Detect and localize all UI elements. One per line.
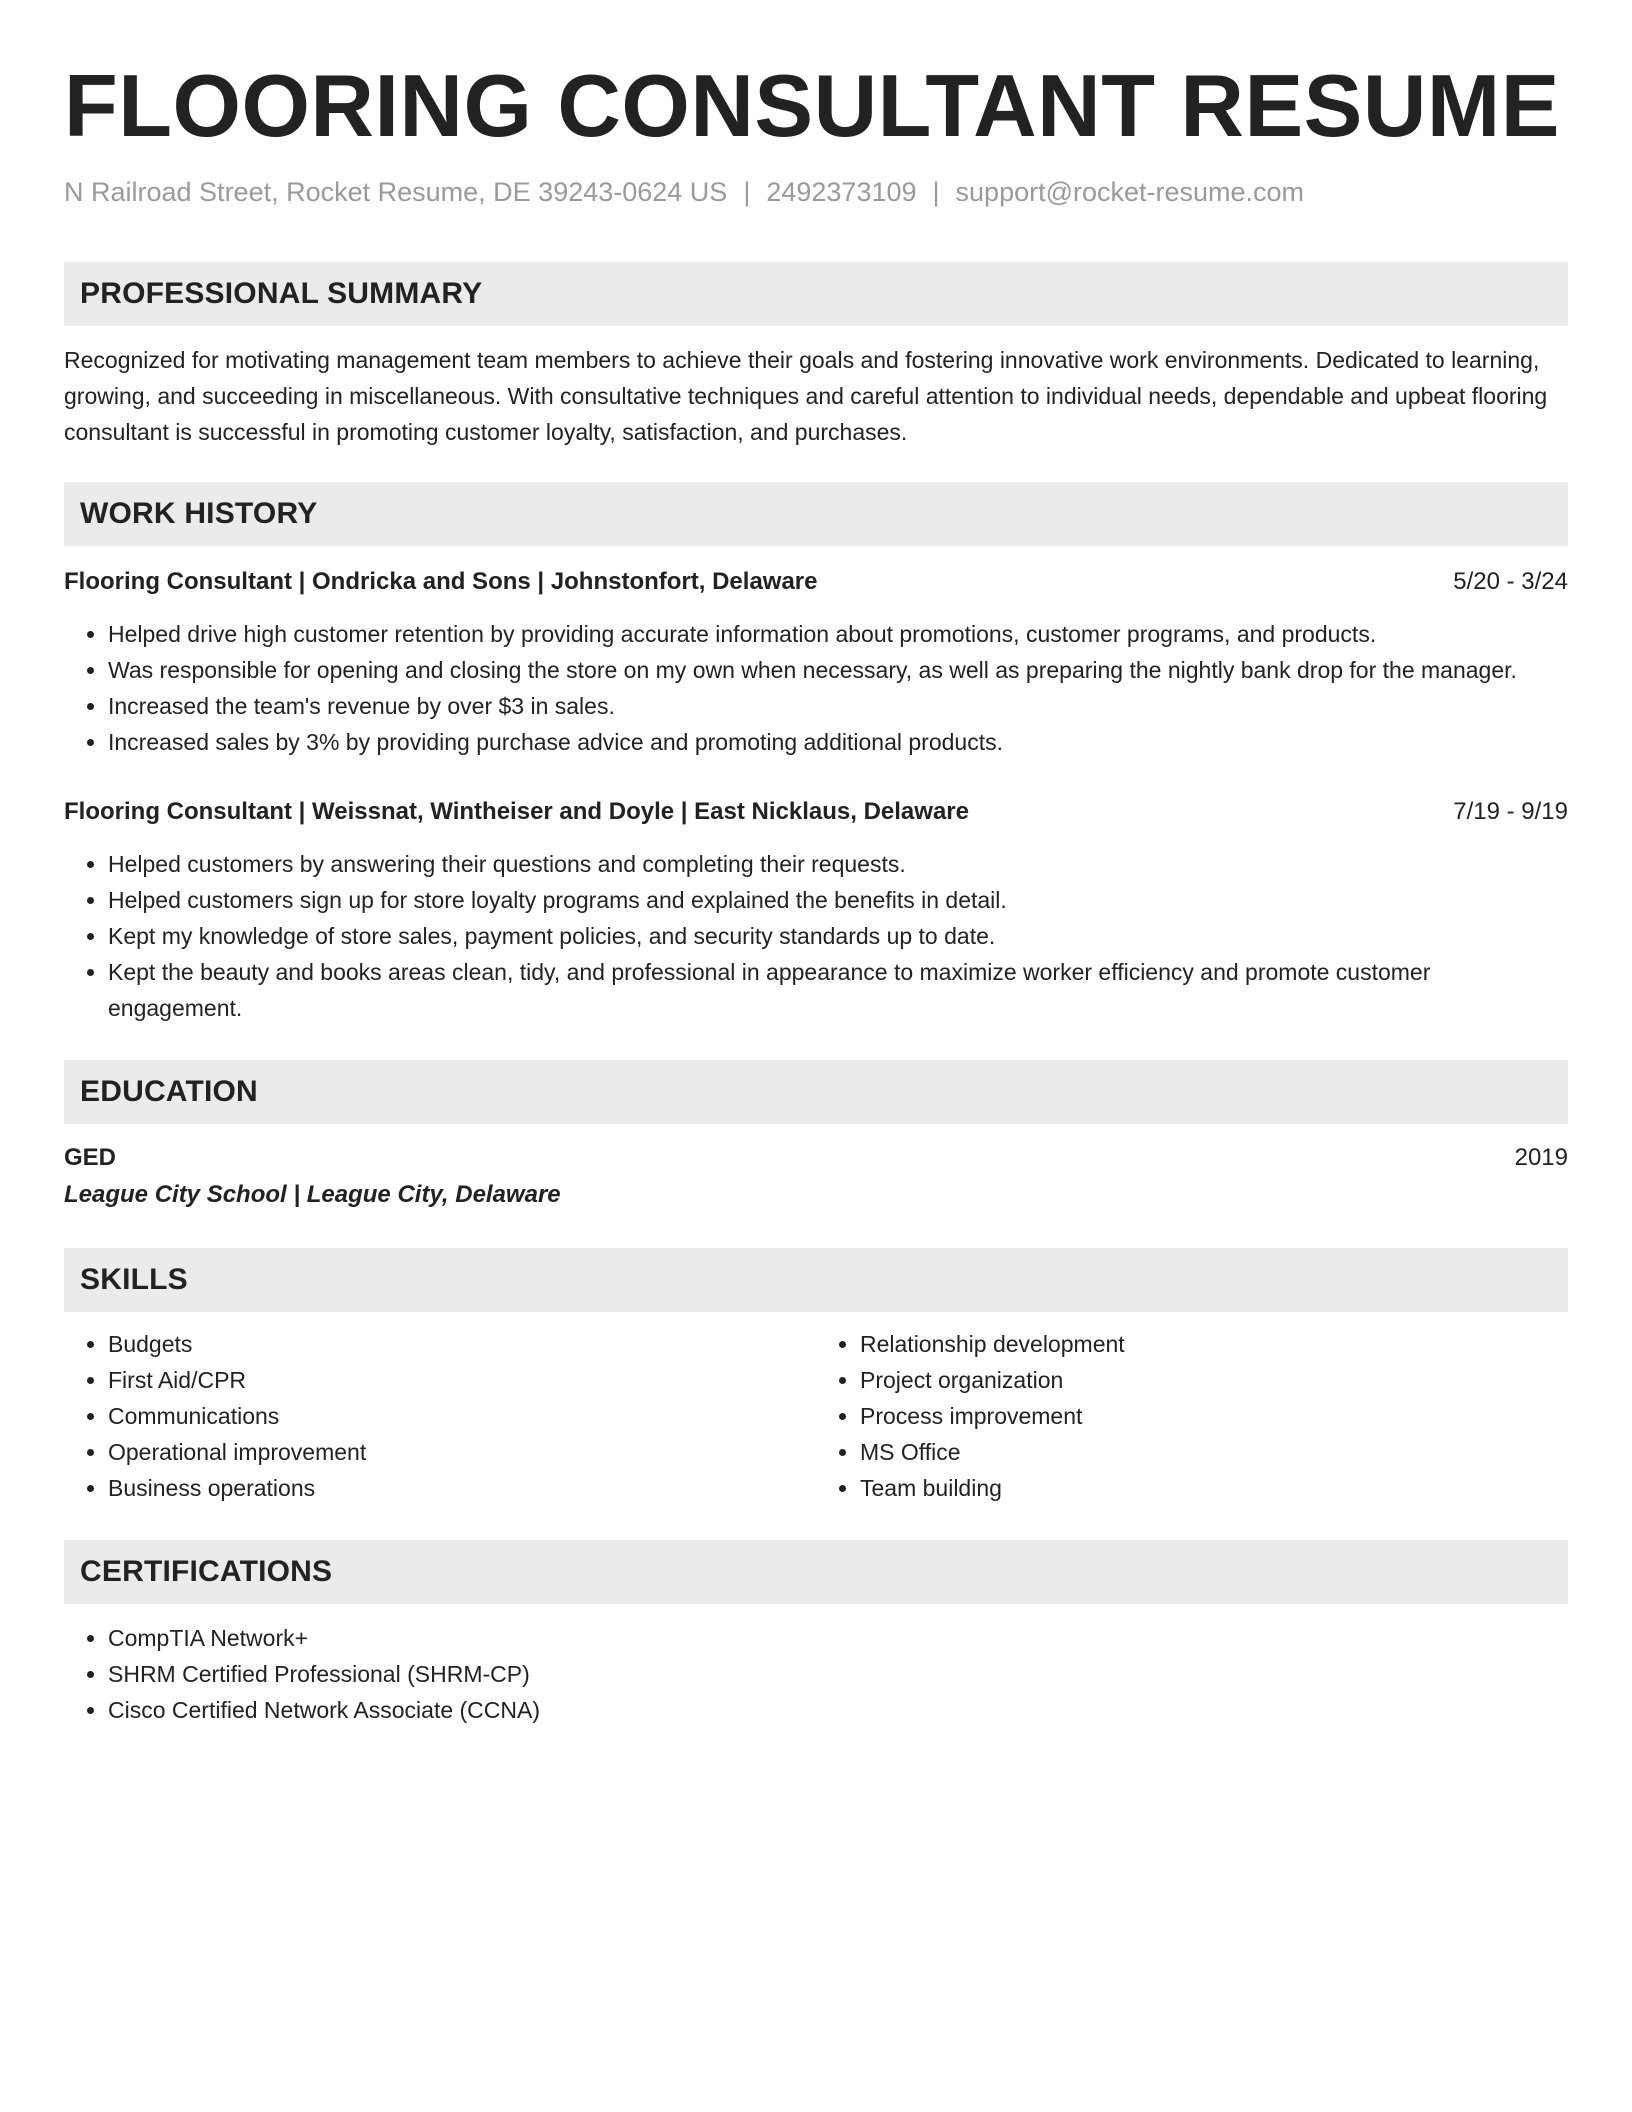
job-entry: [64, 794, 1568, 1026]
contact-address: N Railroad Street, Rocket Resume, DE 39243-0624 US: [64, 177, 728, 207]
job-bullets: [64, 846, 1568, 1026]
certification-item: • SHRM Certified Professional (SHRM-CP): [108, 1656, 1568, 1692]
skill-item: • Team building: [860, 1470, 1568, 1506]
skill-item: • Business operations: [108, 1470, 816, 1506]
section-heading-work-history: WORK HISTORY: [64, 482, 1568, 546]
job-dates: 7/19 - 9/19: [1453, 798, 1568, 825]
job-bullet: • Kept my knowledge of store sales, payment policies, and security standards up to date.: [108, 918, 1568, 954]
skill-item: • Project organization: [860, 1362, 1568, 1398]
summary-text: Recognized for motivating management team members to achieve their goals and fostering innovative work environments. Dedicated to learning, growing, and succeeding in miscellaneous. With consultative techniques and careful attention to individual needs, dependable and upbeat flooring consultant is successful in promoting customer loyalty, satisfaction, and purchases.: [64, 347, 1548, 445]
contact-separator: |: [743, 177, 751, 207]
job-title: Flooring Consultant | Weissnat, Wintheiser and Doyle | East Nicklaus, Delaware: [64, 798, 969, 825]
education-degree: GED: [64, 1144, 117, 1171]
education-school: League City School | League City, Delaware: [64, 1181, 561, 1208]
skill-item: • Operational improvement: [108, 1434, 816, 1470]
certification-item: • CompTIA Network+: [108, 1620, 1568, 1656]
education-year: 2019: [1514, 1144, 1568, 1171]
contact-email: support@rocket-resume.com: [955, 177, 1305, 207]
job-bullet: • Was responsible for opening and closing the store on my own when necessary, as well as preparing the nightly bank drop for the manager.: [108, 652, 1568, 688]
education-header: [64, 1140, 1568, 1176]
skills-list-left: [64, 1326, 816, 1506]
skill-item: • First Aid/CPR: [108, 1362, 816, 1398]
job-title: Flooring Consultant | Ondricka and Sons | Johnstonfort, Delaware: [64, 568, 818, 595]
skills-columns: [64, 1326, 1568, 1506]
skill-item: • Relationship development: [860, 1326, 1568, 1362]
skills-list-right: [816, 1326, 1568, 1506]
section-heading-certifications: CERTIFICATIONS: [64, 1540, 1568, 1604]
contact-line: [64, 174, 1568, 210]
job-dates: 5/20 - 3/24: [1453, 568, 1568, 595]
contact-separator: |: [932, 177, 940, 207]
contact-phone: 2492373109: [766, 177, 917, 207]
job-bullet: • Helped drive high customer retention by providing accurate information about promotions, customer programs, and products.: [108, 616, 1568, 652]
section-heading-skills: SKILLS: [64, 1248, 1568, 1312]
certifications-list: [64, 1620, 1568, 1728]
job-bullet: • Increased sales by 3% by providing purchase advice and promoting additional products.: [108, 724, 1568, 760]
job-bullet: • Helped customers by answering their questions and completing their requests.: [108, 846, 1568, 882]
job-bullet: • Increased the team's revenue by over $3 in sales.: [108, 688, 1568, 724]
job-entry: [64, 564, 1568, 760]
job-header: [64, 564, 1568, 600]
skill-item: • MS Office: [860, 1434, 1568, 1470]
job-bullet: • Helped customers sign up for store loyalty programs and explained the benefits in detail.: [108, 882, 1568, 918]
skill-item: • Communications: [108, 1398, 816, 1434]
job-bullets: [64, 616, 1568, 760]
skill-item: • Process improvement: [860, 1398, 1568, 1434]
skill-item: • Budgets: [108, 1326, 816, 1362]
job-bullet: • Kept the beauty and books areas clean, tidy, and professional in appearance to maximize worker efficiency and promote customer engagement.: [108, 954, 1568, 1026]
job-header: [64, 794, 1568, 830]
resume-title: FLOORING CONSULTANT RESUME: [64, 56, 1560, 155]
certification-item: • Cisco Certified Network Associate (CCNA): [108, 1692, 1568, 1728]
section-heading-summary: PROFESSIONAL SUMMARY: [64, 262, 1568, 326]
section-heading-education: EDUCATION: [64, 1060, 1568, 1124]
